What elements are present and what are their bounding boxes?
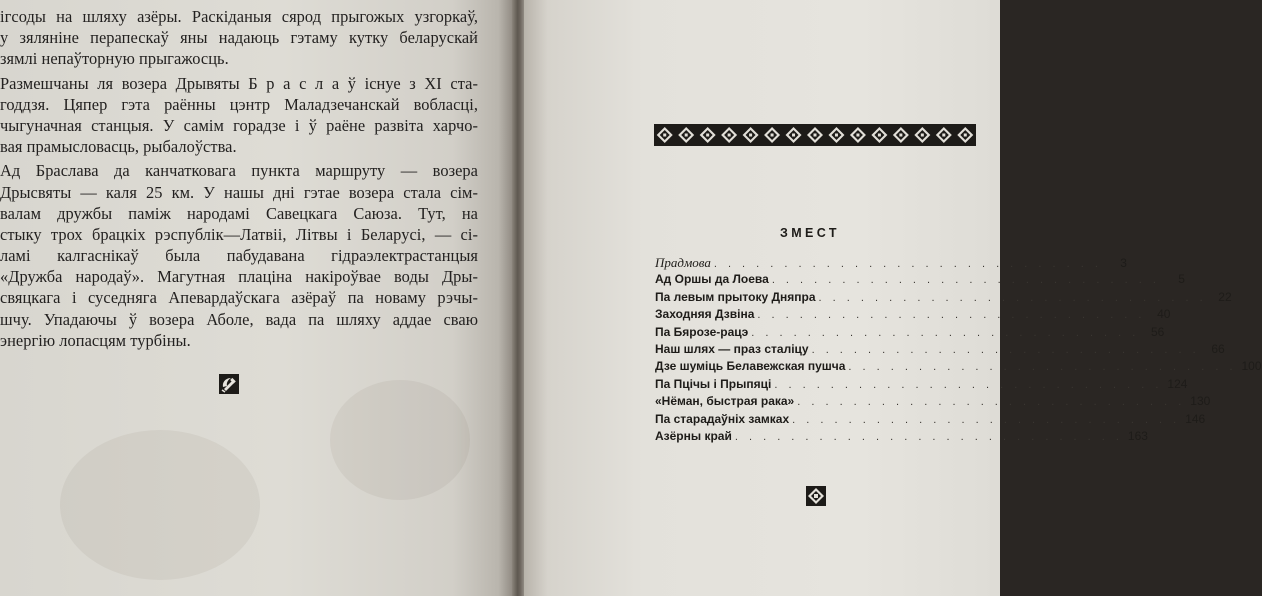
toc-leader-dots: . . . . . . . . . . . . . . . . . . . . . . . . . . . .: [774, 378, 1163, 391]
toc-entry: [655, 254, 1127, 271]
toc-entry-title: Па Бярозе-рацэ: [655, 324, 749, 339]
toc-leader-dots: . . . . . . . . . . . . . . . . . . . . . . . . . . . .: [811, 343, 1200, 356]
text-line: валам дружбы паміж народамі Савецкага Саюза. Тут, на: [0, 203, 478, 223]
text-line: ігсоды на шляху азёры. Раскіданыя сярод прыгожых узгоркаў,: [0, 7, 478, 26]
toc-page-number: 146: [1185, 411, 1206, 426]
toc-title: ЗМЕСТ: [780, 226, 840, 240]
toc-entry: [655, 306, 1171, 323]
toc-entry: [655, 428, 1148, 445]
rhombus-ornament-icon: [806, 486, 826, 506]
text-line: Ад Браслава да канчатковага пункта маршруту — возера: [0, 161, 478, 181]
text-line: ламі калгаснікаў была пабудавана гідраэлектрастанцыя: [0, 246, 478, 266]
text-line: шчу. Упадаючы ў возера Аболе, вада па шляху аддае сваю: [0, 309, 478, 329]
toc-leader-dots: . . . . . . . . . . . . . . . . . . . . . . . . . . . .: [757, 309, 1146, 322]
toc-entry-title: Азёрны край: [655, 428, 732, 443]
toc-entry-title: Па Пцічы і Прыпяці: [655, 376, 772, 391]
toc-entry: [655, 271, 1185, 288]
toc-entry-title: Заходняя Дзвіна: [655, 307, 755, 322]
toc-entry-title: «Нёман, быстрая рака»: [655, 394, 795, 409]
toc-leader-dots: . . . . . . . . . . . . . . . . . . . . . . . . . . . .: [751, 326, 1140, 339]
toc-leader-dots: . . . . . . . . . . . . . . . . . . . . . . . . . . . .: [771, 274, 1160, 287]
toc-entry-title: Наш шлях — праз сталіцу: [655, 341, 809, 356]
toc-entry: [655, 411, 1206, 428]
text-line: зямлі непаўторную прыгажосць.: [0, 49, 229, 69]
toc-page-number: 130: [1190, 394, 1211, 409]
toc-entry: [655, 289, 1232, 306]
table-of-contents: [655, 254, 1262, 445]
toc-entry: [655, 324, 1165, 341]
toc-leader-dots: . . . . . . . . . . . . . . . . . . . . . . . . . . . .: [713, 258, 1102, 270]
toc-entry-title: Па старадаўніх замках: [655, 411, 790, 426]
toc-leader-dots: . . . . . . . . . . . . . . . . . . . . . . . . . . . .: [797, 396, 1186, 409]
toc-page-number: 163: [1127, 428, 1148, 443]
toc-page-number: 5: [1178, 272, 1185, 287]
toc-leader-dots: . . . . . . . . . . . . . . . . . . . . . . . . . . . .: [848, 361, 1237, 374]
hammer-sickle-emblem-icon: [219, 374, 239, 394]
toc-page-number: 100: [1241, 359, 1262, 374]
toc-page-number: 3: [1120, 256, 1127, 270]
text-line: энергію лопасцям турбіны.: [0, 330, 191, 350]
text-line: стыку трох брацкіх рэспублік—Латвіі, Літвы і Беларусі, — сі-: [0, 224, 478, 244]
left-page: [0, 0, 514, 596]
text-line: Размешчаны ля возера Дрывяты Б р а с л а ў існуе з XI ста-: [0, 73, 478, 93]
text-line: свяцкага і суседняга Апевардаўскага азёраў па новаму рэчы-: [0, 288, 478, 308]
text-line: вая прамысловасць, рыбалоўства.: [0, 137, 237, 157]
toc-entry-title: Дзе шуміць Белавежская пушча: [655, 359, 846, 374]
text-line: годдзя. Цяпер гэта раённы цэнтр Маладзечанскай вобласці,: [0, 94, 478, 114]
toc-leader-dots: . . . . . . . . . . . . . . . . . . . . . . . . . . . .: [734, 430, 1123, 443]
toc-entry: [655, 358, 1262, 375]
toc-page-number: 56: [1150, 324, 1165, 339]
toc-entry: [655, 341, 1225, 358]
toc-leader-dots: . . . . . . . . . . . . . . . . . . . . . . . . . . . .: [792, 413, 1181, 426]
folk-ornament-band-icon: [654, 124, 976, 146]
toc-page-number: 40: [1157, 307, 1171, 322]
toc-entry-title: Ад Оршы да Лоева: [655, 272, 769, 287]
toc-page-number: 66: [1211, 341, 1225, 356]
text-line: Дрысвяты — каля 25 км. У нашы дні гэтае возера стала сім-: [0, 182, 478, 202]
toc-entry-title: Па левым прытоку Дняпра: [655, 289, 816, 304]
text-line: чыгуначная станцыя. У самім горадзе і ў раёне развіта харчо-: [0, 115, 478, 135]
text-line: «Дружба народаў». Магутная плаціна накіроўвае воды Дры-: [0, 267, 478, 287]
text-line: у зяляніне перапескаў яны надаюць гэтаму кутку беларускай: [0, 28, 478, 48]
left-page-body-text: [0, 6, 478, 351]
toc-entry: [655, 393, 1211, 410]
toc-entry-title: Прадмова: [655, 255, 711, 270]
toc-entry: [655, 376, 1188, 393]
toc-page-number: 124: [1167, 376, 1188, 391]
toc-page-number: 22: [1218, 289, 1232, 304]
toc-leader-dots: . . . . . . . . . . . . . . . . . . . . . . . . . . . .: [818, 291, 1207, 304]
